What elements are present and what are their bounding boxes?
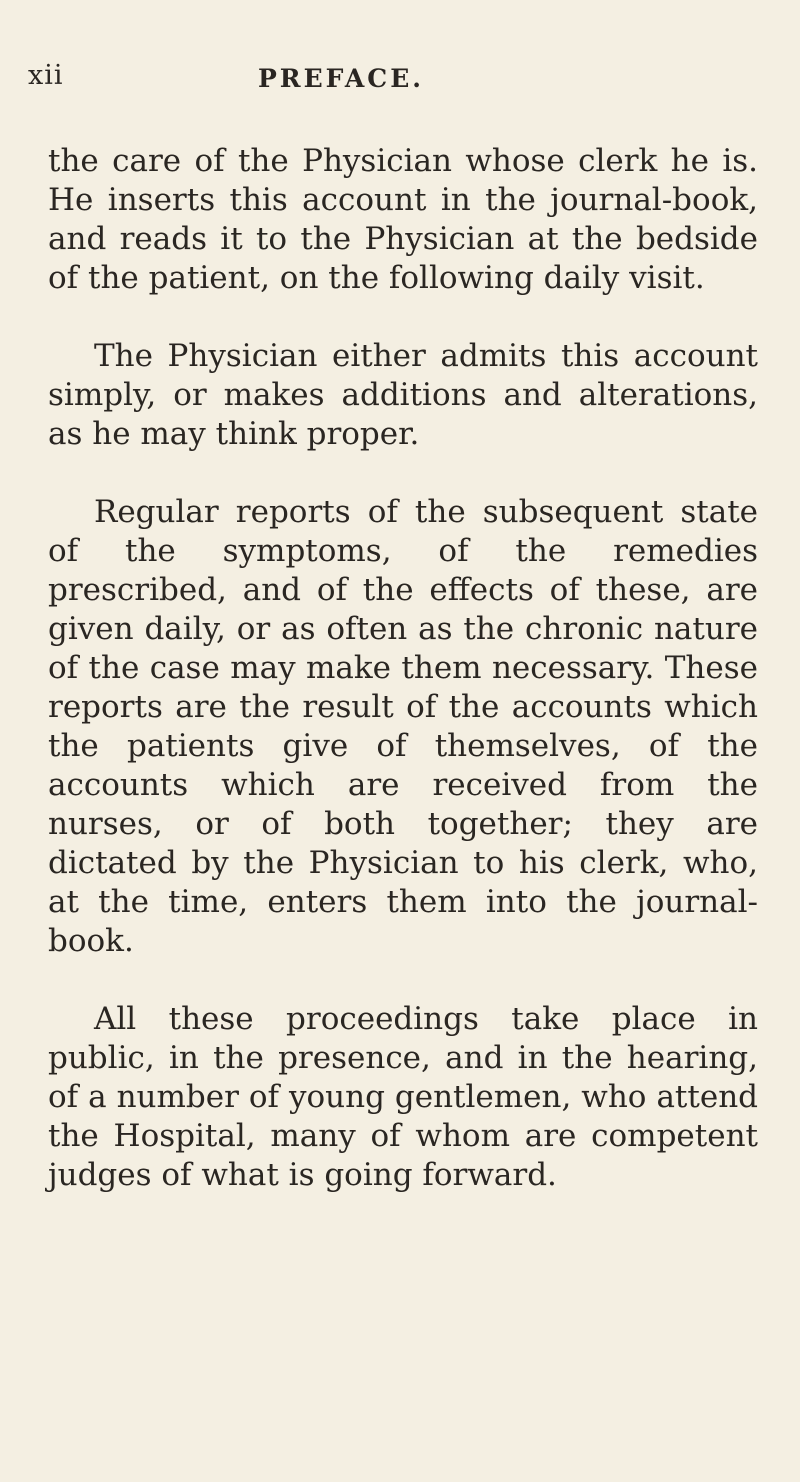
paragraph: The Physician either admits this account simply, or makes additions and alterations, as he may think proper. xyxy=(48,338,758,452)
running-head: PREFACE. xyxy=(258,64,424,93)
body-text xyxy=(48,142,758,1234)
page-number: xii xyxy=(28,60,64,91)
page-header xyxy=(28,60,772,100)
paragraph-continuation: the care of the Physician whose clerk he is. He inserts this account in the journal-book, and reads it to the Physician at the bedside of the patient, on the following daily visit. xyxy=(48,143,758,296)
paragraph: All these proceedings take place in public, in the presence, and in the hearing, of a number of young gentlemen, who attend the Hospital, many of whom are competent judges of what is going forward. xyxy=(48,1001,758,1193)
paragraph: Regular reports of the subsequent state of the symptoms, of the remedies prescribed, and of the effects of these, are given daily, or as often as the chronic nature of the case may make them necessary. These reports are the result of the accounts which the patients give of themselves, of the accounts which are received from the nurses, or of both together; they are dictated by the Physician to his clerk, who, at the time, enters them into the journal-book. xyxy=(48,494,758,959)
